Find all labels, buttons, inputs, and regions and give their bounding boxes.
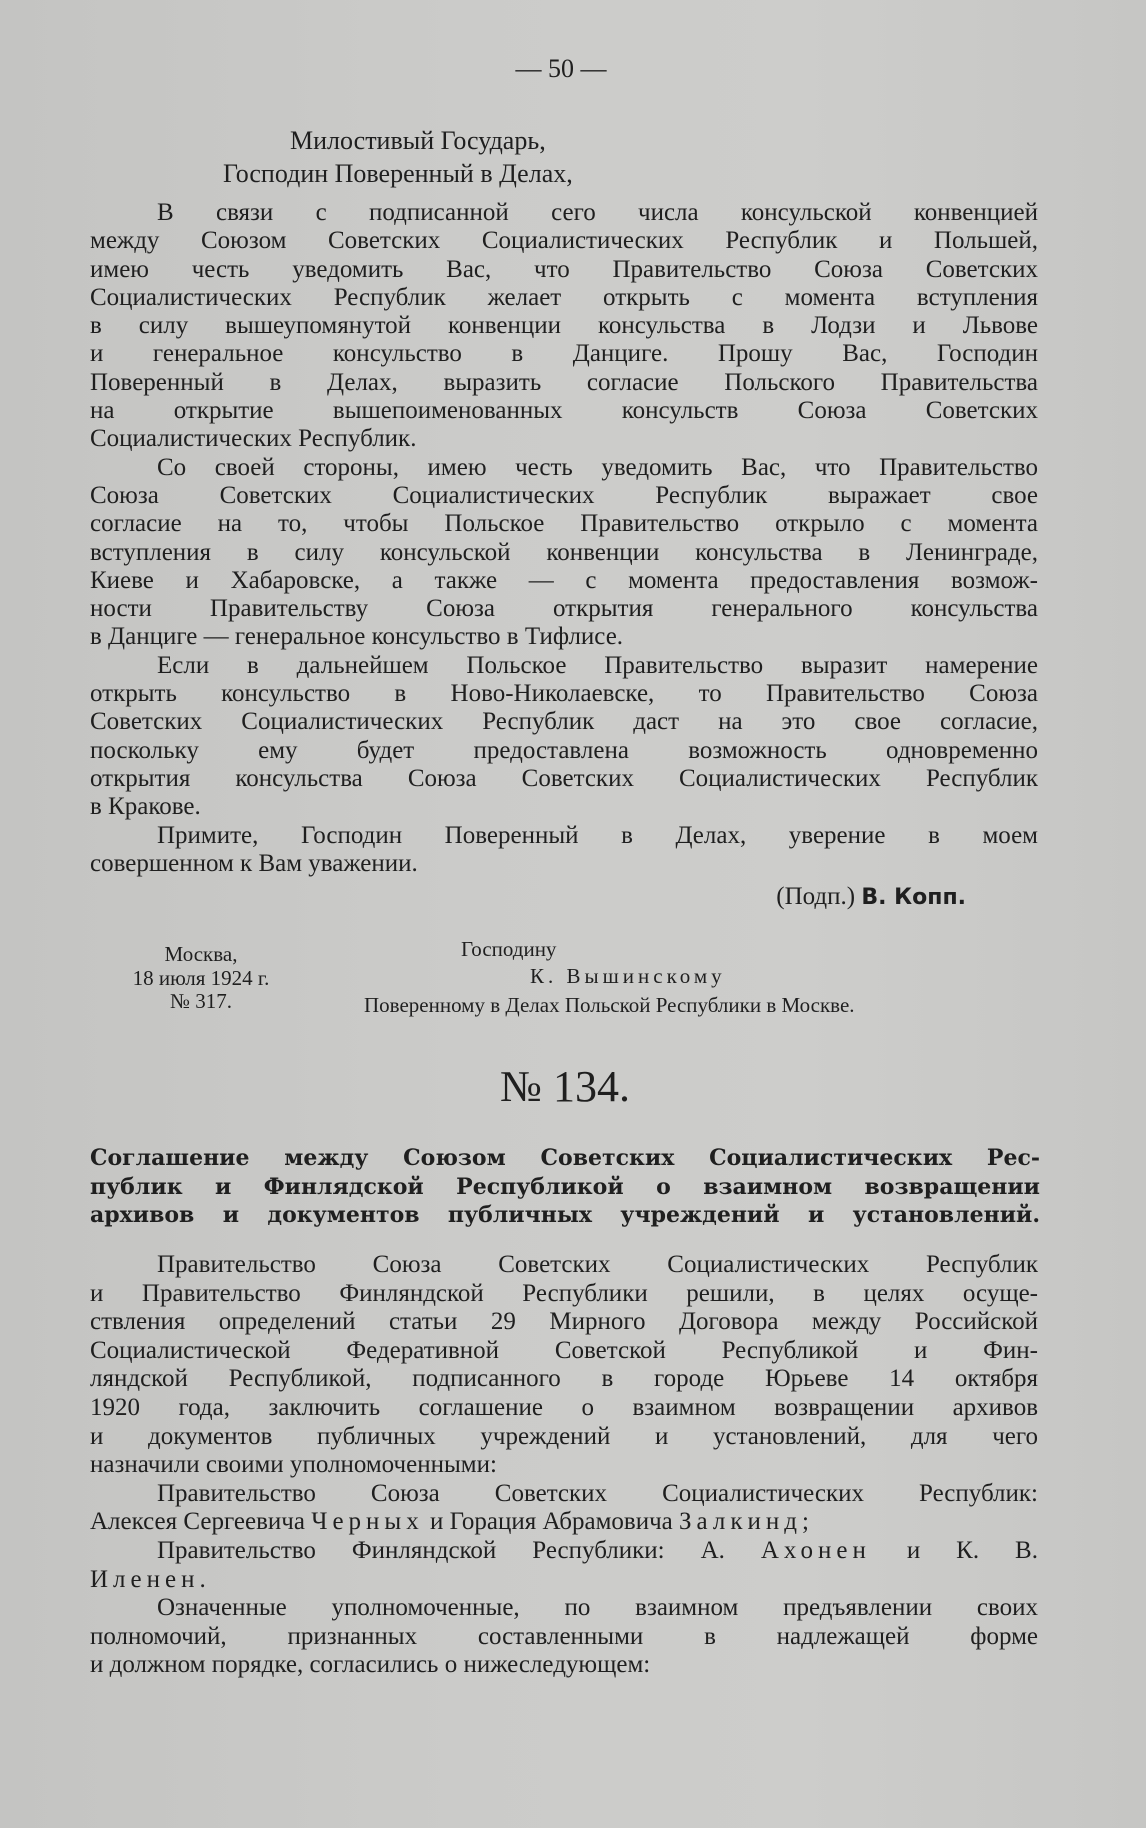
text-line: имею честь уведомить Вас, что Правительство Союза Советских	[90, 255, 1038, 283]
text-line: ляндской Республикой, подписанного в городе Юрьеве 14 октября	[90, 1365, 1038, 1393]
text-line: и Правительство Финляндской Республики решили, в целях осуще-	[90, 1279, 1038, 1307]
heading-line: архивов и документов публичных учреждений и установлений.	[90, 1202, 1040, 1228]
text-line: Социалистической Федеративной Советской Республикой и Фин-	[90, 1336, 1038, 1364]
salutation-line-2: Господин Поверенный в Делах,	[223, 159, 573, 188]
text-line: Примите, Господин Поверенный в Делах, уверение в моем	[157, 821, 1038, 849]
text-line: Поверенный в Делах, выразить согласие Польского Правительства	[90, 368, 1038, 396]
text-line: Советских Социалистических Республик даст на это свое согласие,	[90, 708, 1038, 736]
text-line: совершенном к Вам уважении.	[90, 849, 418, 877]
text-line: в Данциге — генеральное консульство в Тифлисе.	[90, 623, 624, 651]
text-line: Со своей стороны, имею честь уведомить Вас, что Правительство	[157, 453, 1038, 481]
place: Москва,	[164, 942, 238, 966]
salutation-line-1: Милостивый Государь,	[290, 126, 546, 155]
text-line: и генеральное консульство в Данциге. Прошу Вас, Господин	[90, 340, 1038, 368]
text-line: в Кракове.	[90, 793, 201, 821]
letter-body	[90, 199, 1038, 878]
text-line: Союза Советских Социалистических Республик выражает свое	[90, 481, 1038, 509]
text-line: Социалистических Республик.	[90, 425, 417, 453]
text-line: поскольку ему будет предоставлена возможность одновременно	[90, 736, 1038, 764]
text-line: открытия консульства Союза Советских Социалистических Республик	[90, 764, 1038, 792]
place-date-block	[101, 943, 301, 1014]
text-line: Правительство Союза Советских Социалистических Республик	[157, 1251, 1038, 1278]
heading-line: Соглашение между Союзом Советских Социалистических Рес-	[90, 1145, 1040, 1171]
text-line: Киеве и Хабаровске, а также — с момента предоставления возмож-	[90, 566, 1038, 594]
text-line: Правительство Финляндской Республики: А. Ахонен и К. В.	[157, 1536, 1038, 1564]
text-line: открыть консульство в Ново-Николаевске, то Правительство Союза	[90, 680, 1038, 708]
text-line: Означенные уполномоченные, по взаимном предъявлении своих	[157, 1594, 1038, 1622]
text-line: ности Правительству Союза открытия генерального консульства	[90, 595, 1038, 623]
heading-line: публик и Финлядской Республикой о взаимном возвращении	[90, 1173, 1040, 1200]
text-line: и должном порядке, согласились о нижеследующем:	[90, 1651, 651, 1679]
addressee-title: Господину	[461, 937, 557, 961]
spaced-name: Черных	[311, 1508, 424, 1536]
document-number: № 134.	[500, 1062, 630, 1111]
text-line: вступления в силу консульской конвенции консульства в Ленинграде,	[90, 538, 1038, 566]
spaced-name: Иленен	[90, 1565, 200, 1593]
document-heading	[90, 1144, 1040, 1230]
signature-prefix: (Подп.)	[776, 883, 856, 910]
text-line: Социалистических Республик желает открыть с момента вступления	[90, 283, 1038, 311]
text-line: согласие на то, чтобы Польское Правительство открыло с момента	[90, 510, 1038, 538]
page-number: — 50 —	[515, 54, 607, 83]
addressee-name: К. Вышинскому	[530, 964, 726, 988]
text-line: Если в дальнейшем Польское Правительство выразит намерение	[157, 651, 1038, 679]
letter-number: № 317.	[169, 989, 233, 1013]
text-line: Иленен.	[90, 1565, 206, 1593]
text-line: в силу вышеупомянутой конвенции консульства в Лодзи и Львове	[90, 312, 1038, 340]
text-line: Алексея Сергеевича Черных и Горация Абрамовича Залкинд;	[90, 1508, 809, 1536]
signature	[700, 882, 966, 913]
text-line: назначили своими уполномоченными:	[90, 1451, 497, 1479]
text-line: на открытие вышепоименованных консульств Союза Советских	[90, 397, 1038, 425]
text-line: ствления определений статьи 29 Мирного Договора между Российской	[90, 1308, 1038, 1336]
text-line: полномочий, признанных составленными в надлежащей форме	[90, 1622, 1038, 1650]
date: 18 июля 1924 г.	[132, 965, 270, 990]
text-line: Правительство Союза Советских Социалистических Республик:	[157, 1479, 1038, 1507]
agreement-body	[90, 1251, 1038, 1680]
text-line: и документов публичных учреждений и установлений, для чего	[90, 1422, 1038, 1450]
spaced-name: Ахонен	[760, 1536, 871, 1564]
text-line: 1920 года, заключить соглашение о взаимном возвращении архивов	[90, 1393, 1038, 1421]
text-line: между Союзом Советских Социалистических Республик и Польшей,	[90, 227, 1038, 255]
spaced-name: Залкинд	[679, 1508, 802, 1536]
text-line: В связи с подписанной сего числа консульской конвенцией	[157, 199, 1038, 226]
addressee-position: Поверенному в Делах Польской Республики в Москве.	[364, 993, 855, 1017]
signature-name: В. Копп.	[861, 885, 966, 910]
